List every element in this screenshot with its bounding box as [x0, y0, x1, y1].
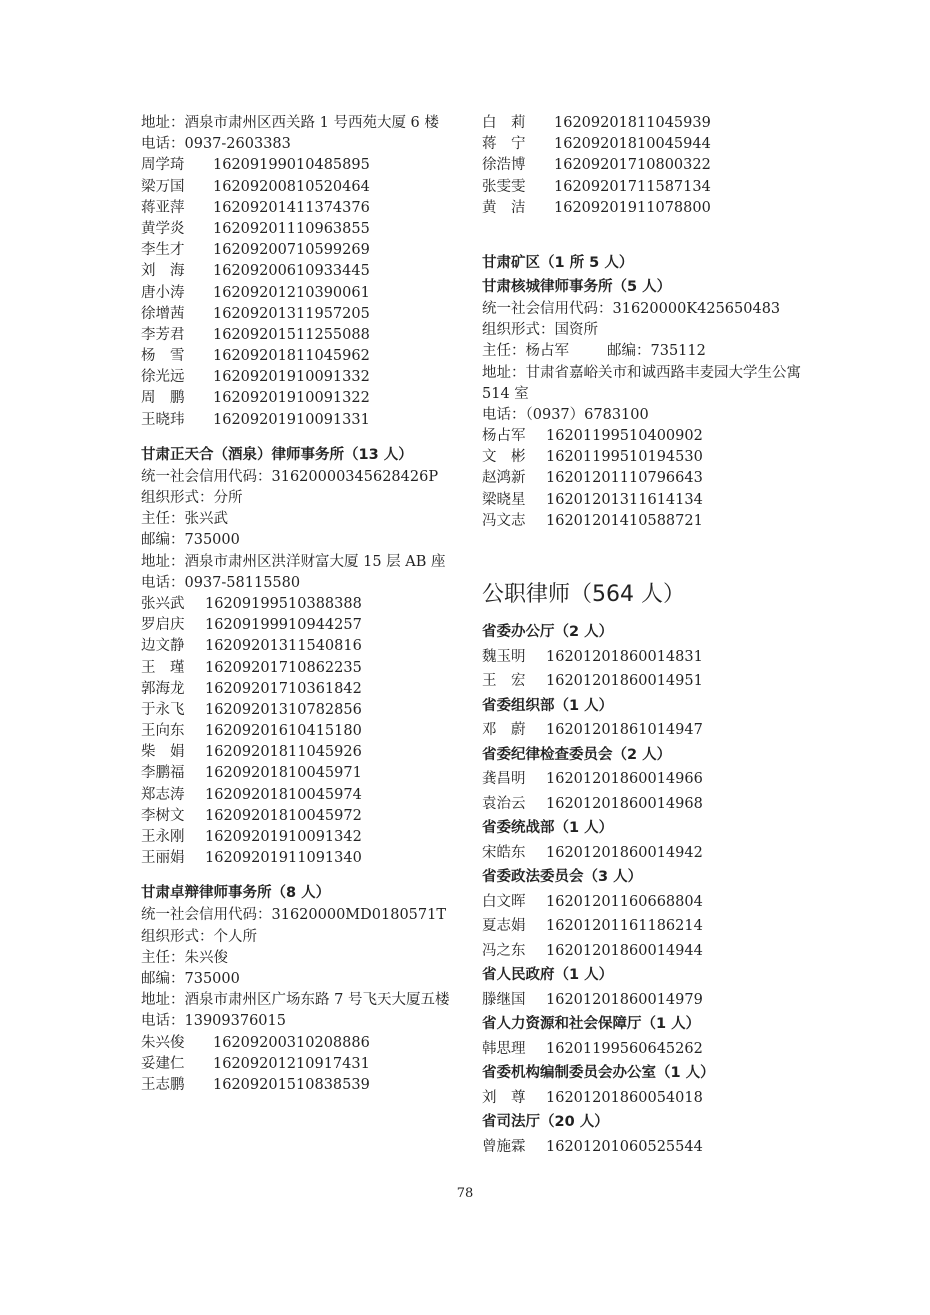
- license-number: 16209201810045944: [554, 136, 711, 153]
- license-number: 16209201510838539: [213, 1076, 370, 1093]
- member-row: [482, 468, 802, 489]
- dept-title: 省人民政府（1 人）: [482, 967, 614, 984]
- member-row: [141, 177, 461, 198]
- member-list: [482, 718, 802, 743]
- member-row: [141, 304, 461, 325]
- member-row: [141, 827, 461, 848]
- member-name: 朱兴俊: [141, 1034, 185, 1051]
- member-name: 张雯雯: [482, 178, 526, 195]
- member-row: [141, 388, 461, 409]
- member-name: 边文静: [141, 638, 185, 655]
- license-number: 16209199910944257: [205, 617, 362, 634]
- member-row: [141, 240, 461, 261]
- member-name: 妥建仁: [141, 1055, 185, 1072]
- member-name: 王丽娟: [141, 850, 185, 867]
- license-number: 16209201811045926: [205, 744, 362, 761]
- license-number: 16201201311614134: [546, 491, 703, 508]
- member-list: [141, 155, 461, 430]
- license-number: 16209201710862235: [205, 659, 362, 676]
- member-name: 袁治云: [482, 795, 526, 812]
- license-number: 16209201811045962: [213, 348, 370, 365]
- license-number: 16209201910091342: [205, 829, 362, 846]
- dept-title: 省委办公厅（2 人）: [482, 624, 614, 641]
- member-name: 蒋亚萍: [141, 199, 185, 216]
- member-name: 白 莉: [482, 115, 526, 131]
- member-list: [141, 594, 461, 869]
- member-row: [141, 679, 461, 700]
- member-row: [482, 155, 802, 176]
- member-name: 于永飞: [141, 701, 185, 718]
- director: 主任：杨占军: [482, 343, 569, 360]
- license-number: 16201201861014947: [546, 722, 703, 739]
- license-number: 16201201860014979: [546, 991, 703, 1008]
- director-postcode: [482, 341, 802, 362]
- member-name: 刘 海: [141, 263, 185, 280]
- member-list: [482, 113, 802, 219]
- member-row: [482, 511, 802, 532]
- member-row: [482, 669, 802, 694]
- license-number: 16209201710800322: [554, 157, 711, 174]
- license-number: 16209199510388388: [205, 595, 362, 612]
- license-number: 16209201810045971: [205, 765, 362, 782]
- postcode: 邮编：735000: [141, 970, 240, 987]
- member-name: 赵鸿新: [482, 470, 526, 487]
- page-number: 78: [456, 1186, 474, 1201]
- dept-title: 省委统战部（1 人）: [482, 820, 614, 837]
- member-row: [482, 792, 802, 817]
- license-number: 16201199510400902: [546, 428, 703, 445]
- license-number: 16209201711587134: [554, 178, 711, 195]
- address: 地址：甘肃省嘉峪关市和诚西路丰麦园大学生公寓 514 室: [482, 364, 801, 402]
- license-number: 16209201810045972: [205, 807, 362, 824]
- license-number: 16209200610933445: [213, 263, 370, 280]
- member-list: [482, 1135, 802, 1160]
- member-name: 龚昌明: [482, 771, 526, 788]
- license-number: 16201201860014944: [546, 942, 703, 959]
- member-list: [482, 890, 802, 964]
- member-row: [141, 806, 461, 827]
- member-row: [141, 636, 461, 657]
- member-row: [141, 198, 461, 219]
- member-row: [141, 658, 461, 679]
- phone: 电话：0937-58115580: [141, 574, 301, 591]
- member-name: 黄学炎: [141, 220, 185, 237]
- right-column: [482, 113, 802, 1159]
- member-list: [482, 841, 802, 866]
- member-name: 文 彬: [482, 449, 526, 466]
- member-name: 郭海龙: [141, 680, 185, 697]
- firm-title: 甘肃卓辩律师事务所（8 人）: [141, 885, 331, 902]
- member-name: 滕继国: [482, 991, 526, 1008]
- firm-title: 甘肃正天合（酒泉）律师事务所（13 人）: [141, 446, 413, 463]
- org-form: 组织形式：国资所: [482, 322, 598, 339]
- director: 主任：朱兴俊: [141, 949, 228, 966]
- member-row: [141, 261, 461, 282]
- org-form: 组织形式：个人所: [141, 928, 257, 945]
- license-number: 16209201911078800: [554, 199, 711, 216]
- member-row: [141, 700, 461, 721]
- license-number: 16209201210917431: [213, 1055, 370, 1072]
- dept-title: 省委纪律检查委员会（2 人）: [482, 746, 672, 763]
- left-column: [141, 113, 461, 1096]
- member-name: 王志鹏: [141, 1076, 185, 1093]
- member-row: [141, 763, 461, 784]
- member-list: [482, 767, 802, 816]
- member-row: [141, 367, 461, 388]
- member-list: [482, 426, 802, 532]
- member-name: 柴 娟: [141, 744, 185, 761]
- member-name: 王晓玮: [141, 411, 185, 428]
- member-name: 李生才: [141, 242, 185, 259]
- member-name: 徐光远: [141, 369, 185, 386]
- member-row: [482, 1086, 802, 1111]
- section-title: 公职律师（564 人）: [482, 582, 685, 608]
- postcode: 邮编：735000: [141, 532, 240, 549]
- member-row: [141, 721, 461, 742]
- member-row: [141, 848, 461, 869]
- member-row: [141, 1075, 461, 1096]
- member-row: [482, 113, 802, 134]
- member-list: [482, 988, 802, 1013]
- member-name: 刘 尊: [482, 1089, 526, 1106]
- member-row: [141, 742, 461, 763]
- license-number: 16209200710599269: [213, 242, 370, 259]
- license-number: 16209201310782856: [205, 701, 362, 718]
- license-number: 16201201161186214: [546, 918, 703, 935]
- credit-code: 统一社会信用代码：31620000MD0180571T: [141, 907, 447, 924]
- license-number: 16201199510194530: [546, 449, 703, 466]
- license-number: 16209201110963855: [213, 220, 370, 237]
- member-name: 黄 洁: [482, 199, 526, 216]
- region-title: 甘肃矿区（1 所 5 人）: [482, 254, 634, 271]
- member-name: 曾施霖: [482, 1138, 526, 1155]
- member-name: 冯文志: [482, 512, 526, 529]
- license-number: 16209201810045974: [205, 786, 362, 803]
- license-number: 16209201910091331: [213, 411, 370, 428]
- member-row: [482, 988, 802, 1013]
- phone: 电话：（0937）6783100: [482, 406, 649, 423]
- member-row: [482, 177, 802, 198]
- license-number: 16209200810520464: [213, 178, 370, 195]
- member-row: [482, 939, 802, 964]
- license-number: 16201201060525544: [546, 1138, 703, 1155]
- member-list: [482, 645, 802, 694]
- member-name: 杨占军: [482, 428, 526, 445]
- member-row: [482, 490, 802, 511]
- member-row: [482, 767, 802, 792]
- member-row: [482, 1135, 802, 1160]
- license-number: 16209201910091322: [213, 390, 370, 407]
- member-list: [482, 1086, 802, 1111]
- member-name: 杨 雪: [141, 348, 185, 365]
- member-name: 唐小涛: [141, 284, 185, 301]
- address: 地址：酒泉市肃州区广场东路 7 号飞天大厦五楼: [141, 992, 450, 1009]
- member-row: [141, 325, 461, 346]
- member-name: 周 鹏: [141, 390, 185, 407]
- member-row: [482, 841, 802, 866]
- license-number: 16209201710361842: [205, 680, 362, 697]
- member-name: 王 宏: [482, 673, 526, 690]
- member-name: 冯之东: [482, 942, 526, 959]
- member-name: 张兴武: [141, 595, 185, 612]
- license-number: 16201201160668804: [546, 893, 703, 910]
- member-name: 李芳君: [141, 326, 185, 343]
- phone: 电话：0937-2603383: [141, 136, 291, 153]
- member-name: 李树文: [141, 807, 185, 824]
- license-number: 16201201860014966: [546, 771, 703, 788]
- address: 地址：酒泉市肃州区西关路 1 号西苑大厦 6 楼: [141, 115, 439, 131]
- member-row: [482, 1037, 802, 1062]
- member-name: 王永刚: [141, 829, 185, 846]
- member-name: 夏志娟: [482, 918, 526, 935]
- dept-title: 省人力资源和社会保障厅（1 人）: [482, 1016, 701, 1033]
- address: 地址：酒泉市肃州区洪洋财富大厦 15 层 AB 座: [141, 553, 446, 570]
- member-name: 韩思理: [482, 1040, 526, 1057]
- license-number: 16209201311957205: [213, 305, 370, 322]
- dept-title: 省委政法委员会（3 人）: [482, 869, 643, 886]
- member-row: [141, 615, 461, 636]
- member-row: [141, 283, 461, 304]
- credit-code: 统一社会信用代码：31620000K425650483: [482, 300, 781, 317]
- member-row: [482, 914, 802, 939]
- license-number: 16209201811045939: [554, 115, 711, 131]
- license-number: 16201199560645262: [546, 1040, 703, 1057]
- license-number: 16209201311540816: [205, 638, 362, 655]
- member-name: 郑志涛: [141, 786, 185, 803]
- member-name: 徐增茜: [141, 305, 185, 322]
- license-number: 16209201411374376: [213, 199, 370, 216]
- license-number: 16201201860014831: [546, 648, 703, 665]
- license-number: 16209199010485895: [213, 157, 370, 174]
- member-name: 梁晓星: [482, 491, 526, 508]
- member-row: [141, 155, 461, 176]
- member-name: 周学琦: [141, 157, 185, 174]
- member-name: 徐浩博: [482, 157, 526, 174]
- member-name: 魏玉明: [482, 648, 526, 665]
- license-number: 16201201860014942: [546, 844, 703, 861]
- license-number: 16201201410588721: [546, 512, 703, 529]
- member-name: 宋皓东: [482, 844, 526, 861]
- member-name: 蒋 宁: [482, 136, 526, 153]
- postcode: 邮编：735112: [607, 343, 706, 360]
- credit-code: 统一社会信用代码：31620000345628426P: [141, 468, 439, 485]
- member-name: 白文晖: [482, 893, 526, 910]
- dept-title: 省委组织部（1 人）: [482, 697, 614, 714]
- dept-list: [482, 620, 802, 1159]
- firm-title: 甘肃核城律师事务所（5 人）: [482, 278, 672, 295]
- member-name: 李鹏福: [141, 765, 185, 782]
- member-row: [141, 410, 461, 431]
- license-number: 16209201511255088: [213, 326, 370, 343]
- member-row: [141, 346, 461, 367]
- member-name: 王向东: [141, 723, 185, 740]
- org-form: 组织形式：分所: [141, 490, 243, 507]
- member-row: [482, 718, 802, 743]
- license-number: 16209201911091340: [205, 850, 362, 867]
- phone: 电话：13909376015: [141, 1013, 286, 1030]
- license-number: 16209201910091332: [213, 369, 370, 386]
- member-name: 邓 蔚: [482, 722, 526, 739]
- member-list: [482, 1037, 802, 1062]
- member-row: [141, 785, 461, 806]
- member-row: [141, 219, 461, 240]
- dept-title: 省委机构编制委员会办公室（1 人）: [482, 1065, 715, 1082]
- dept-title: 省司法厅（20 人）: [482, 1114, 609, 1131]
- member-row: [482, 134, 802, 155]
- member-row: [141, 1054, 461, 1075]
- member-row: [141, 594, 461, 615]
- director: 主任：张兴武: [141, 511, 228, 528]
- license-number: 16209200310208886: [213, 1034, 370, 1051]
- license-number: 16209201610415180: [205, 723, 362, 740]
- member-row: [482, 645, 802, 670]
- member-row: [482, 890, 802, 915]
- member-row: [482, 198, 802, 219]
- license-number: 16201201860014968: [546, 795, 703, 812]
- member-row: [482, 447, 802, 468]
- member-list: [141, 1033, 461, 1097]
- license-number: 16201201110796643: [546, 470, 703, 487]
- member-name: 罗启庆: [141, 617, 185, 634]
- member-name: 王 瑾: [141, 659, 185, 676]
- license-number: 16201201860014951: [546, 673, 703, 690]
- license-number: 16201201860054018: [546, 1089, 703, 1106]
- license-number: 16209201210390061: [213, 284, 370, 301]
- member-name: 梁万国: [141, 178, 185, 195]
- member-row: [141, 1033, 461, 1054]
- member-row: [482, 426, 802, 447]
